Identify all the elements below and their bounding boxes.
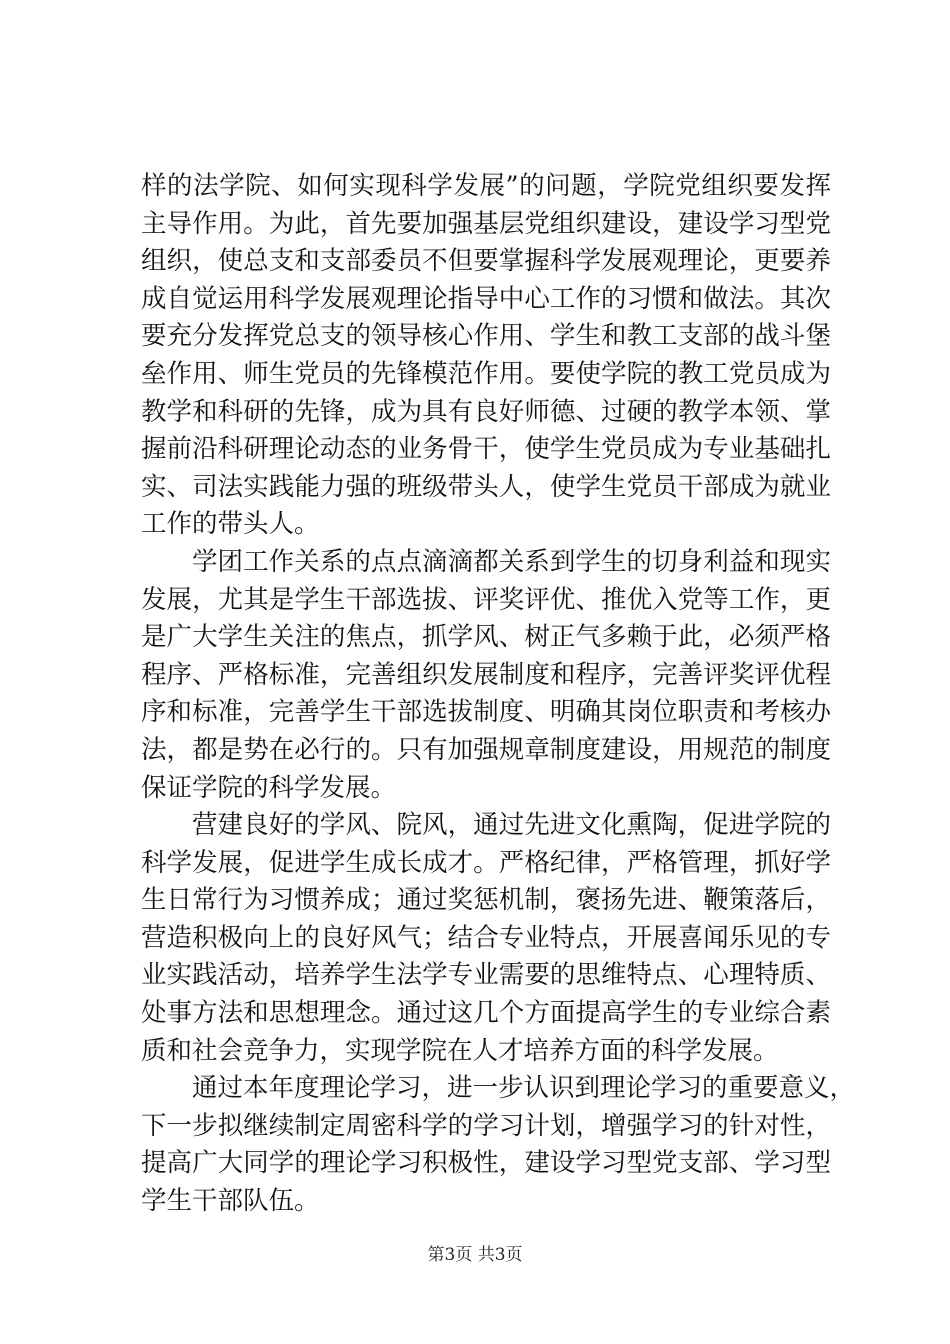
text-line: 垒作用、师生党员的先锋模范作用。要使学院的教工党员成为	[141, 358, 831, 389]
text-line: 学生干部队伍。	[141, 1186, 320, 1217]
text-line: 科学发展，促进学生成长成才。严格纪律，严格管理，抓好学	[141, 847, 831, 878]
text-line: 实、司法实践能力强的班级带头人，使学生党员干部成为就业	[141, 471, 831, 502]
text-line: 法，都是势在必行的。只有加强规章制度建设，用规范的制度	[141, 734, 831, 765]
text-line: 要充分发挥党总支的领导核心作用、学生和教工支部的战斗堡	[141, 321, 831, 352]
text-line: 质和社会竞争力，实现学院在人才培养方面的科学发展。	[141, 1035, 779, 1066]
text-line: 教学和科研的先锋，成为具有良好师德、过硬的教学本领、掌	[141, 396, 831, 427]
text-line: 发展，尤其是学生干部选拔、评奖评优、推优入党等工作，更	[141, 584, 831, 615]
page-number-footer: 第3页 共3页	[427, 1245, 523, 1265]
text-line: 工作的带头人。	[141, 509, 320, 540]
text-line: 是广大学生关注的焦点，抓学风、树正气多赖于此，必须严格	[141, 622, 831, 653]
text-line: 组织，使总支和支部委员不但要掌握科学发展观理论，更要养	[141, 246, 831, 277]
text-line: 营造积极向上的良好风气；结合专业特点，开展喜闻乐见的专	[141, 922, 831, 953]
paragraph-first-line: 通过本年度理论学习，进一步认识到理论学习的重要意义，	[192, 1073, 856, 1104]
text-line: 主导作用。为此，首先要加强基层党组织建设，建设学习型党	[141, 208, 831, 239]
text-line: 业实践活动，培养学生法学专业需要的思维特点、心理特质、	[141, 960, 831, 991]
text-line: 程序、严格标准，完善组织发展制度和程序，完善评奖评优程	[141, 659, 831, 690]
text-line: 序和标准，完善学生干部选拔制度、明确其岗位职责和考核办	[141, 697, 831, 728]
document-body	[141, 168, 856, 1221]
text-line: 下一步拟继续制定周密科学的学习计划，增强学习的针对性，	[141, 1110, 831, 1141]
text-line: 生日常行为习惯养成；通过奖惩机制，褒扬先进、鞭策落后，	[141, 885, 831, 916]
text-line: 握前沿科研理论动态的业务骨干，使学生党员成为专业基础扎	[141, 434, 831, 465]
text-line: 保证学院的科学发展。	[141, 772, 397, 803]
text-line: 提高广大同学的理论学习积极性，建设学习型党支部、学习型	[141, 1148, 831, 1179]
paragraph-first-line: 营建良好的学风、院风，通过先进文化熏陶，促进学院的	[192, 810, 831, 841]
text-line: 样的法学院、如何实现科学发展”的问题，学院党组织要发挥	[141, 171, 831, 201]
text-line: 处事方法和思想理念。通过这几个方面提高学生的专业综合素	[141, 998, 831, 1029]
paragraph-first-line: 学团工作关系的点点滴滴都关系到学生的切身利益和现实	[192, 546, 831, 577]
text-line: 成自觉运用科学发展观理论指导中心工作的习惯和做法。其次	[141, 283, 831, 314]
